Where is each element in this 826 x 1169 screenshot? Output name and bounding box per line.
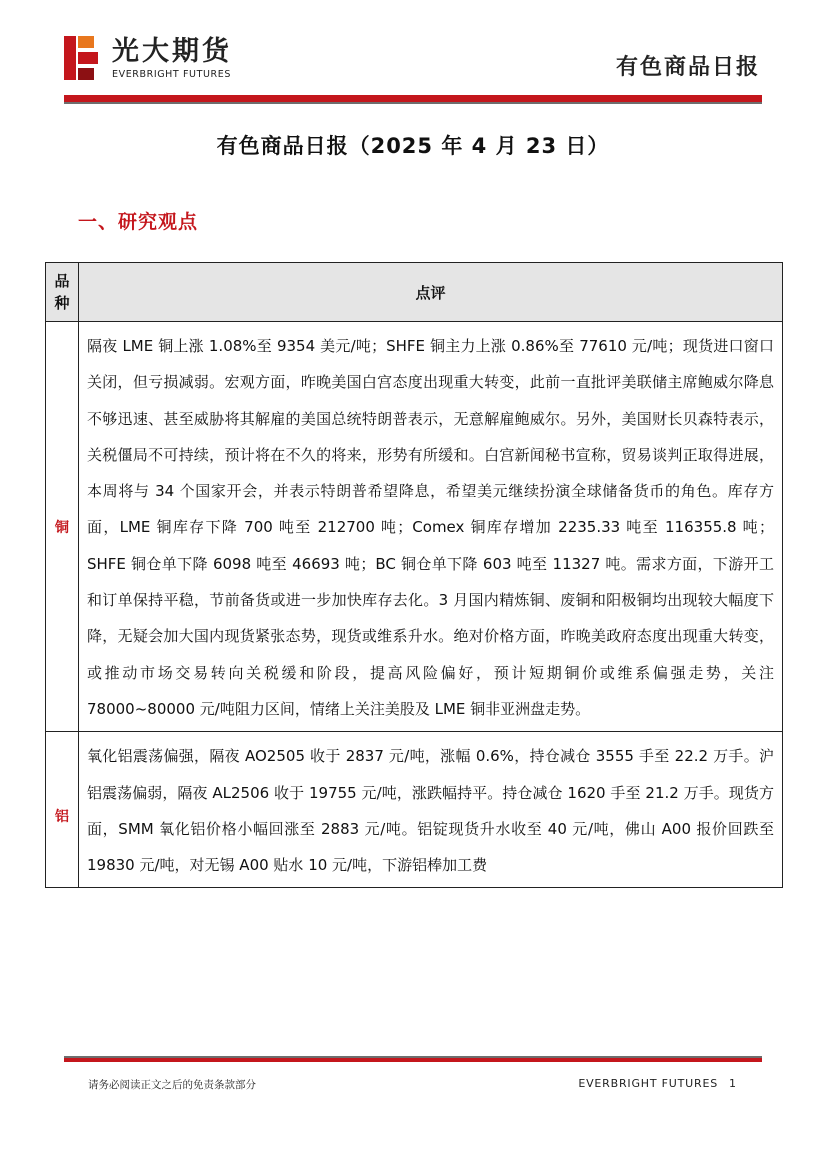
logo-name-cn: 光大期货 xyxy=(112,36,232,67)
header-divider xyxy=(64,95,762,104)
logo-name-en: EVERBRIGHT FUTURES xyxy=(112,69,231,80)
company-logo xyxy=(64,36,234,82)
page-number: 1 xyxy=(729,1077,736,1090)
table-row xyxy=(46,322,783,732)
header-comment: 点评 xyxy=(79,263,783,322)
report-table xyxy=(45,262,783,888)
document-title: 有色商品日报（2025 年 4 月 23 日） xyxy=(216,134,610,158)
company-logo-icon xyxy=(64,36,98,80)
header-variety-label: 品种 xyxy=(54,272,70,312)
footer-disclaimer: 请务必阅读正文之后的免责条款部分 xyxy=(88,1079,256,1091)
footer-company-name: EVERBRIGHT FUTURES xyxy=(578,1077,718,1090)
variety-copper: 铜 xyxy=(46,322,79,732)
comment-copper: 隔夜 LME 铜上涨 1.08%至 9354 美元/吨；SHFE 铜主力上涨 0.86%至 77610 元/吨；现货进口窗口关闭，但亏损减弱。宏观方面，昨晚美国白宫态度出现重大转变，此前一直批评美联储主席鲍威尔降息不够迅速、甚至威胁将其解雇的美国总统特朗普表示，无意解雇鲍威尔。另外，美国财长贝森特表示，关税僵局不可持续，预计将在不久的将来，形势有所缓和。白宫新闻秘书宣称，贸易谈判正取得进展，本周将与 34 个国家开会，并表示特朗普希望降息，希望美元继续扮演全球储备货币的角色。库存方面，LME 铜库存下降 700 吨至 212700 吨；Comex 铜库存增加 2235.33 吨至 116355.8 吨；SHFE 铜仓单下降 6098 吨至 46693 吨；BC 铜仓单下降 603 吨至 11327 吨。需求方面，下游开工和订单保持平稳，节前备货或进一步加快库存去化。3 月国内精炼铜、废铜和阳极铜均出现较大幅度下降，无疑会加大国内现货紧张态势，现货或维系升水。绝对价格方面，昨晚美政府态度出现重大转变，或推动市场交易转向关税缓和阶段，提高风险偏好，预计短期铜价或维系偏强走势，关注 78000~80000 元/吨阻力区间，情绪上关注美股及 LME 铜非亚洲盘走势。 xyxy=(79,322,783,732)
table-row xyxy=(46,732,783,888)
footer-company xyxy=(578,1077,718,1090)
variety-aluminum: 铝 xyxy=(46,732,79,888)
header-variety xyxy=(46,263,79,322)
table-header-row xyxy=(46,263,783,322)
footer-divider xyxy=(64,1056,762,1062)
section-heading: 一、研究观点 xyxy=(78,211,199,233)
comment-aluminum: 氧化铝震荡偏强，隔夜 AO2505 收于 2837 元/吨，涨幅 0.6%，持仓减仓 3555 手至 22.2 万手。沪铝震荡偏弱，隔夜 AL2506 收于 19755 元/吨，涨跌幅持平。持仓减仓 1620 手至 21.2 万手。现货方面，SMM 氧化铝价格小幅回涨至 2883 元/吨。铝锭现货升水收至 40 元/吨，佛山 A00 报价回跌至 19830 元/吨，对无锡 A00 贴水 10 元/吨，下游铝棒加工费 xyxy=(79,732,783,888)
report-table-container xyxy=(45,262,783,1062)
header-title: 有色商品日报 xyxy=(615,55,760,80)
